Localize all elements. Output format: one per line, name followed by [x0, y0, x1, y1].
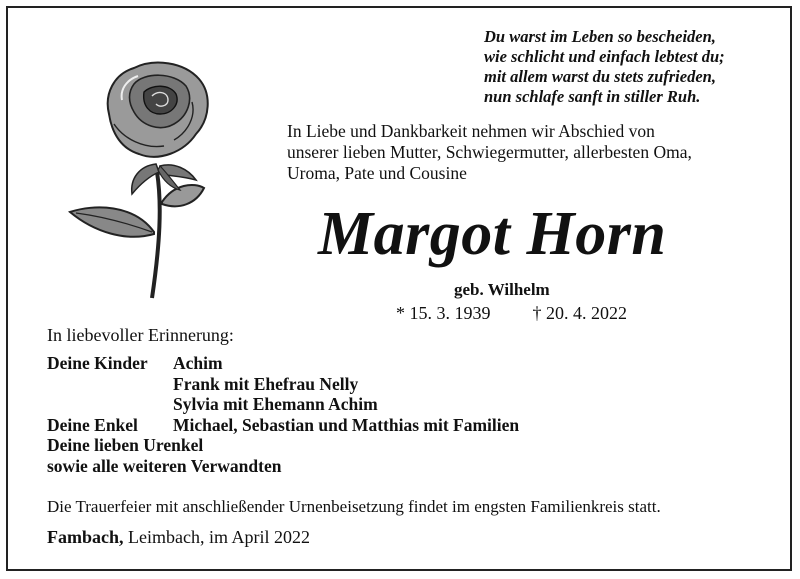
place-rest: Leimbach, im April 2022: [123, 527, 310, 547]
poem: [484, 27, 725, 107]
family-row: [47, 374, 519, 395]
town-name: Fambach,: [47, 527, 124, 547]
intro-line: unserer lieben Mutter, Schwiegermutter, allerbesten Oma,: [287, 142, 692, 162]
intro-line: In Liebe und Dankbarkeit nehmen wir Abschied von: [287, 121, 655, 141]
family-row: [47, 353, 519, 374]
poem-line: nun schlafe sanft in stiller Ruh.: [484, 87, 701, 106]
poem-line: wie schlicht und einfach lebtest du;: [484, 47, 725, 66]
birth-date: * 15. 3. 1939: [396, 303, 491, 323]
great-grandchildren: Deine lieben Urenkel: [47, 435, 204, 455]
life-dates: [396, 303, 627, 324]
grandchildren-names: Michael, Sebastian und Matthias mit Familien: [173, 414, 520, 435]
family-list: [47, 353, 519, 476]
rose-icon: [64, 54, 234, 299]
family-row: [47, 415, 519, 436]
children-label: Deine Kinder: [47, 353, 148, 373]
family-row: [47, 394, 519, 415]
deceased-name: Margot Horn: [318, 200, 667, 268]
memory-label: In liebevoller Erinnerung:: [47, 325, 234, 345]
place-date: [47, 527, 310, 548]
child-name: Achim: [173, 353, 223, 373]
child-name: Frank mit Ehefrau Nelly: [173, 373, 359, 394]
grandchildren-label: Deine Enkel: [47, 414, 138, 435]
maiden-name: geb. Wilhelm: [454, 280, 550, 299]
poem-line: mit allem warst du stets zufrieden,: [484, 67, 716, 86]
death-date: † 20. 4. 2022: [532, 303, 627, 323]
poem-line: Du warst im Leben so bescheiden,: [484, 27, 716, 46]
intro-text: [287, 121, 692, 184]
funeral-note: Die Trauerfeier mit anschließender Urnenbeisetzung findet im engsten Familienkreis statt.: [47, 497, 661, 516]
child-name: Sylvia mit Ehemann Achim: [173, 394, 378, 414]
intro-line: Uroma, Pate und Cousine: [287, 163, 467, 183]
other-relatives: sowie alle weiteren Verwandten: [47, 455, 282, 476]
